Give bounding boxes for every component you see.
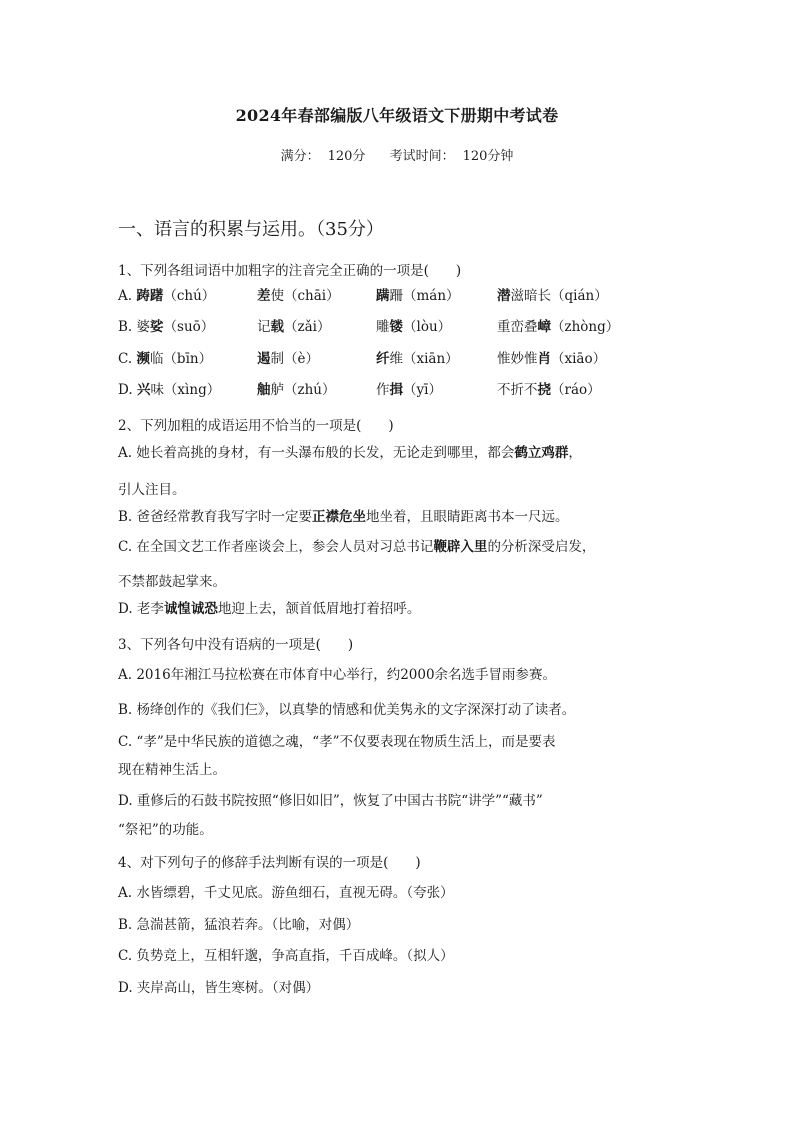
q1-b-item-2: 记载（zǎi）: [257, 319, 331, 335]
q1-d-item-2: 舳舻（zhú）: [257, 382, 336, 398]
q2-option-d: D. 老李诚惶诚恐地迎上去，颔首低眉地打着招呼。: [118, 601, 421, 617]
q1-a-item-2: 差使（chāi）: [257, 288, 340, 304]
q1-d-item-1: D. 兴味（xìng）: [118, 382, 221, 398]
q1-c-item-2: 遏制（è）: [257, 351, 319, 367]
q2-option-a: A. 她长着高挑的身材，有一头瀑布般的长发，无论走到哪里，都会鹤立鸡群，: [118, 445, 582, 461]
q3-stem: 3、下列各句中没有语病的一项是( ): [118, 637, 354, 653]
q2-stem: 2、下列加粗的成语运用不恰当的一项是( ): [118, 418, 394, 434]
score-value: 120分: [327, 149, 366, 164]
section-heading: 一、语言的积累与运用。（35分）: [118, 219, 384, 240]
q1-c-item-1: C. 濒临（bīn）: [118, 351, 213, 367]
q4-stem: 4、对下列句子的修辞手法判断有误的一项是( ): [118, 855, 421, 871]
q1-b-item-1: B. 婆娑（suō）: [118, 319, 215, 335]
q3-option-c-cont: 现在精神生活上。: [118, 762, 226, 778]
q1-a-item-1: A. 踌躇（chú）: [118, 288, 216, 304]
q4-option-b: B. 急湍甚箭，猛浪若奔。（比喻，对偶）: [118, 917, 360, 933]
q2-option-a-cont: 引人注目。: [118, 482, 186, 498]
q2-option-c: C. 在全国文艺工作者座谈会上，参会人员对习总书记鞭辟入里的分析深受启发，: [118, 539, 596, 555]
q1-a-item-4: 潜滋暗长（qián）: [497, 288, 608, 304]
q1-b-item-4: 重峦叠嶂（zhòng）: [497, 319, 620, 335]
q3-option-c: C. “孝”是中华民族的道德之魂，“孝”不仅要表现在物质生活上，而是要表: [118, 734, 556, 750]
score-label: 满分：: [280, 149, 320, 164]
q2-option-b: B. 爸爸经常教育我写字时一定要正襟危坐地坐着，且眼睛距离书本一尺远。: [118, 509, 569, 525]
q2-option-c-cont: 不禁都鼓起掌来。: [118, 574, 226, 590]
q3-option-d-cont: “祭祀”的功能。: [118, 822, 213, 838]
time-label: 考试时间：: [389, 149, 455, 164]
q4-option-a: A. 水皆缥碧，千丈见底。游鱼细石，直视无碍。（夸张）: [118, 885, 454, 901]
exam-title: 2024年春部编版八年级语文下册期中考试卷: [235, 106, 559, 125]
q3-option-d: D. 重修后的石鼓书院按照“修旧如旧”，恢复了中国古书院“讲学”“藏书”: [118, 793, 543, 809]
q1-a-item-3: 蹒跚（mán）: [376, 288, 460, 304]
q3-option-a: A. 2016年湘江马拉松赛在市体育中心举行，约2000余名选手冒雨参赛。: [118, 667, 557, 683]
exam-meta: [0, 145, 794, 164]
time-value: 120分钟: [462, 149, 514, 164]
q3-option-b: B. 杨绛创作的《我们仨》，以真挚的情感和优美隽永的文字深深打动了读者。: [118, 702, 576, 718]
q4-option-d: D. 夹岸高山，皆生寒树。（对偶）: [118, 980, 320, 996]
q1-stem: 1、下列各组词语中加粗字的注音完全正确的一项是( ): [118, 263, 462, 279]
q1-c-item-3: 纤维（xiān）: [376, 351, 459, 367]
q4-option-c: C. 负势竞上，互相轩邈，争高直指，千百成峰。（拟人）: [118, 948, 454, 964]
q1-c-item-4: 惟妙惟肖（xiāo）: [497, 351, 607, 367]
q1-d-item-4: 不折不挠（ráo）: [497, 382, 601, 398]
q1-d-item-3: 作揖（yī）: [376, 382, 442, 398]
q1-b-item-3: 雕镂（lòu）: [376, 319, 452, 335]
